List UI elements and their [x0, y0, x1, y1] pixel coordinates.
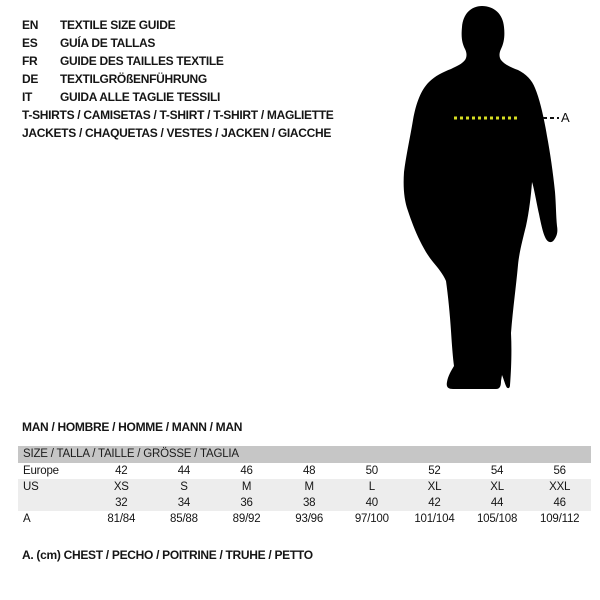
size-cell: 38 — [302, 497, 316, 509]
size-cell: 40 — [365, 497, 379, 509]
language-code: FR — [22, 54, 38, 68]
table-row-chest — [18, 511, 591, 527]
section-title-man: MAN / HOMBRE / HOMME / MANN / MAN — [22, 420, 243, 434]
language-code: EN — [22, 18, 39, 32]
language-row — [22, 52, 224, 70]
table-row-us — [18, 479, 591, 495]
size-cell: 109/112 — [540, 513, 580, 525]
language-title: GUÍA DE TALLAS — [60, 36, 156, 50]
size-cell: S — [180, 481, 188, 493]
language-title: GUIDA ALLE TAGLIE TESSILI — [60, 90, 221, 104]
language-row — [22, 16, 224, 34]
row-label: Europe — [23, 465, 59, 477]
silhouette-shape — [404, 6, 558, 389]
size-cell: 44 — [490, 497, 504, 509]
size-cell: 42 — [428, 497, 441, 509]
table-header: SIZE / TALLA / TAILLE / GRÖSSE / TAGLIA — [18, 446, 591, 463]
size-cell: 81/84 — [107, 513, 136, 525]
size-cell: 56 — [553, 465, 566, 477]
table-row-numeric — [18, 495, 591, 511]
measurement-footnote: A. (cm) CHEST / PECHO / POITRINE / TRUHE / PETTO — [22, 548, 313, 562]
size-cell: 97/100 — [354, 513, 389, 525]
size-cell: M — [241, 481, 252, 493]
size-cell: XL — [490, 481, 504, 493]
size-cell: XXL — [549, 481, 571, 493]
language-title: GUIDE DES TAILLES TEXTILE — [60, 54, 224, 68]
category-line-tshirts: T-SHIRTS / CAMISETAS / T-SHIRT / T-SHIRT / MAGLIETTE — [22, 108, 334, 122]
size-cell: 50 — [365, 465, 379, 477]
size-cell: 105/108 — [476, 513, 518, 525]
size-cell: 36 — [240, 497, 253, 509]
size-cell: 93/96 — [295, 513, 324, 525]
language-title: TEXTILGRÖßENFÜHRUNG — [60, 72, 207, 86]
language-code: DE — [22, 72, 39, 86]
language-title: TEXTILE SIZE GUIDE — [60, 18, 176, 32]
table-row-europe — [18, 463, 591, 479]
size-cell: 46 — [553, 497, 566, 509]
size-cell: XS — [113, 481, 129, 493]
row-label — [18, 495, 90, 511]
language-row — [22, 70, 224, 88]
size-cell: 52 — [428, 465, 441, 477]
size-cell: 44 — [177, 465, 191, 477]
size-cell: 85/88 — [170, 513, 198, 525]
language-list — [22, 16, 224, 106]
size-cell: 48 — [302, 465, 316, 477]
size-cell: XL — [427, 481, 442, 493]
language-row — [22, 88, 224, 106]
size-cell: 46 — [240, 465, 253, 477]
size-cell: 34 — [177, 497, 191, 509]
size-cell: M — [304, 481, 314, 493]
size-cell: 101/104 — [414, 513, 455, 525]
size-table — [18, 446, 591, 527]
language-code: IT — [22, 90, 33, 104]
man-silhouette-svg — [402, 4, 572, 394]
size-cell: 32 — [115, 497, 128, 509]
size-cell: L — [368, 481, 375, 493]
garment-categories — [22, 106, 334, 142]
man-silhouette-figure — [402, 4, 572, 394]
language-row — [22, 34, 224, 52]
row-label: A — [23, 513, 31, 525]
row-label: US — [23, 481, 39, 493]
size-cell: 89/92 — [232, 513, 261, 525]
language-code: ES — [22, 36, 38, 50]
measurement-label-a: A — [561, 110, 570, 125]
size-cell: 42 — [115, 465, 128, 477]
size-cell: 54 — [490, 465, 504, 477]
category-line-jackets: JACKETS / CHAQUETAS / VESTES / JACKEN / GIACCHE — [22, 126, 332, 140]
